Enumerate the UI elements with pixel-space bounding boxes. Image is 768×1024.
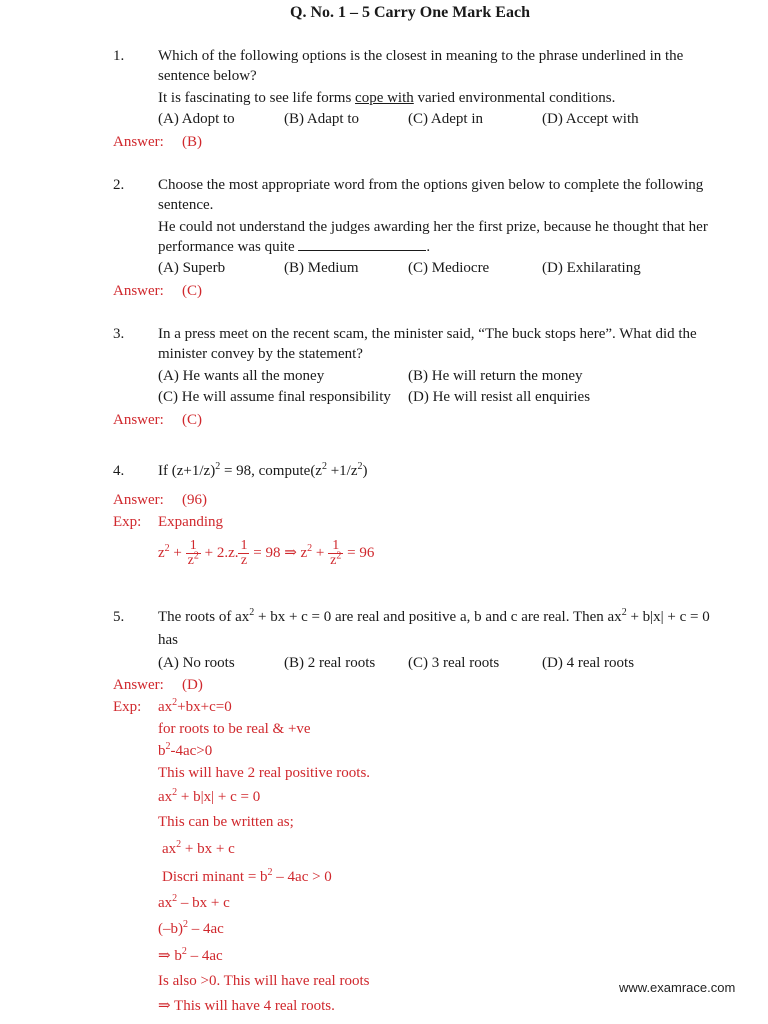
explanation-label: Exp: (113, 699, 142, 715)
question-stem: The roots of $ax^2$ + bx + c = 0 are real and positive a, b and c are real. Then $ax^2 + b|x| + c = 0$ (158, 607, 710, 625)
option-d: (D) 4 real roots (542, 655, 635, 671)
explanation-line: This will have 2 real positive roots. (158, 765, 371, 781)
question-number: 2. (113, 177, 125, 193)
answer-value: (96) (182, 492, 207, 508)
answer-value: (C) (182, 412, 202, 428)
explanation-line: $ax^2 + b|x| + c = 0$ (158, 787, 261, 805)
option-b: (B) Adapt to (284, 111, 359, 127)
option-a: (A) No roots (158, 655, 235, 671)
question-stem: In a press meet on the recent scam, the minister said, “The buck stops here”. What did the (158, 326, 697, 342)
page-title: Q. No. 1 – 5 Carry One Mark Each (290, 4, 530, 21)
option-d: (D) He will resist all enquiries (408, 389, 591, 405)
question-number: 1. (113, 48, 125, 64)
website-link[interactable]: www.examrace.com (619, 980, 736, 995)
question-stem: If $(z+1/z)^2 = 98$, $compute(z^2 +1/z^2)$ (158, 461, 368, 479)
answer-value: (C) (182, 283, 202, 299)
answer-label: Answer: (113, 677, 164, 693)
answer-value: (D) (182, 677, 203, 693)
explanation-line: $b^2-4ac>0$ (158, 741, 213, 759)
question-stem-cont: has (158, 632, 178, 648)
fill-in-blank (298, 238, 426, 251)
question-stem-cont: sentence. (158, 197, 214, 213)
question-sentence: It is fascinating to see life forms cope with varied environmental conditions. (158, 90, 616, 106)
question-number: 3. (113, 326, 125, 342)
answer-label: Answer: (113, 134, 164, 150)
option-d: (D) Accept with (542, 111, 639, 127)
answer-label: Answer: (113, 492, 164, 508)
explanation-line: Discri minant = $b^2 - 4ac > 0$ (162, 867, 332, 885)
explanation-line: $ax^2+bx+c=0$ (158, 697, 232, 715)
answer-label: Answer: (113, 412, 164, 428)
question-stem-cont: sentence below? (158, 68, 257, 84)
explanation-line: for roots to be real & +ve (158, 721, 311, 737)
question-number: 4. (113, 463, 125, 479)
answer-value: (B) (182, 134, 202, 150)
option-a: (A) He wants all the money (158, 368, 325, 384)
explanation-line: $ax^2$ – bx + c (158, 893, 230, 911)
question-sentence-cont: performance was quite . (158, 239, 431, 255)
question-sentence: He could not understand the judges awarding her the first prize, because he thought that her (158, 219, 708, 235)
option-b: (B) He will return the money (408, 368, 583, 384)
option-a: (A) Adopt to (158, 111, 235, 127)
option-b: (B) Medium (284, 260, 359, 276)
question-stem: Which of the following options is the closest in meaning to the phrase underlined in the (158, 48, 684, 64)
question-stem: Choose the most appropriate word from the options given below to complete the following (158, 177, 704, 193)
explanation-line: Is also >0. This will have real roots (158, 973, 370, 989)
answer-label: Answer: (113, 283, 164, 299)
explanation-line: $(-b)^2 - 4ac$ (158, 919, 224, 937)
explanation-label: Exp: (113, 514, 142, 530)
option-c: (C) 3 real roots (408, 655, 500, 671)
option-c: (C) He will assume final responsibility (158, 389, 391, 405)
option-a: (A) Superb (158, 260, 226, 276)
question-number: 5. (113, 609, 125, 625)
explanation-line: ⇒ This will have 4 real roots. (158, 998, 335, 1014)
underlined-phrase: cope with (355, 90, 414, 106)
explanation-line: This can be written as; (158, 814, 294, 830)
option-c: (C) Adept in (408, 111, 483, 127)
explanation-line: ⇒ $b^2 - 4ac$ (158, 946, 223, 964)
explanation-intro: Expanding (158, 514, 223, 530)
option-b: (B) 2 real roots (284, 655, 376, 671)
option-d: (D) Exhilarating (542, 260, 641, 276)
option-c: (C) Mediocre (408, 260, 490, 276)
explanation-equation: $z^2$ + $\frac{1}{z^2}$ + 2.z. $\frac{1}{z}$ = 98 ⇒ $z^2$ + $\frac{1}{z^2}$ = 96 (158, 538, 375, 568)
explanation-line: $ax^2$ + bx + c (162, 839, 235, 857)
question-stem-cont: minister convey by the statement? (158, 346, 363, 362)
